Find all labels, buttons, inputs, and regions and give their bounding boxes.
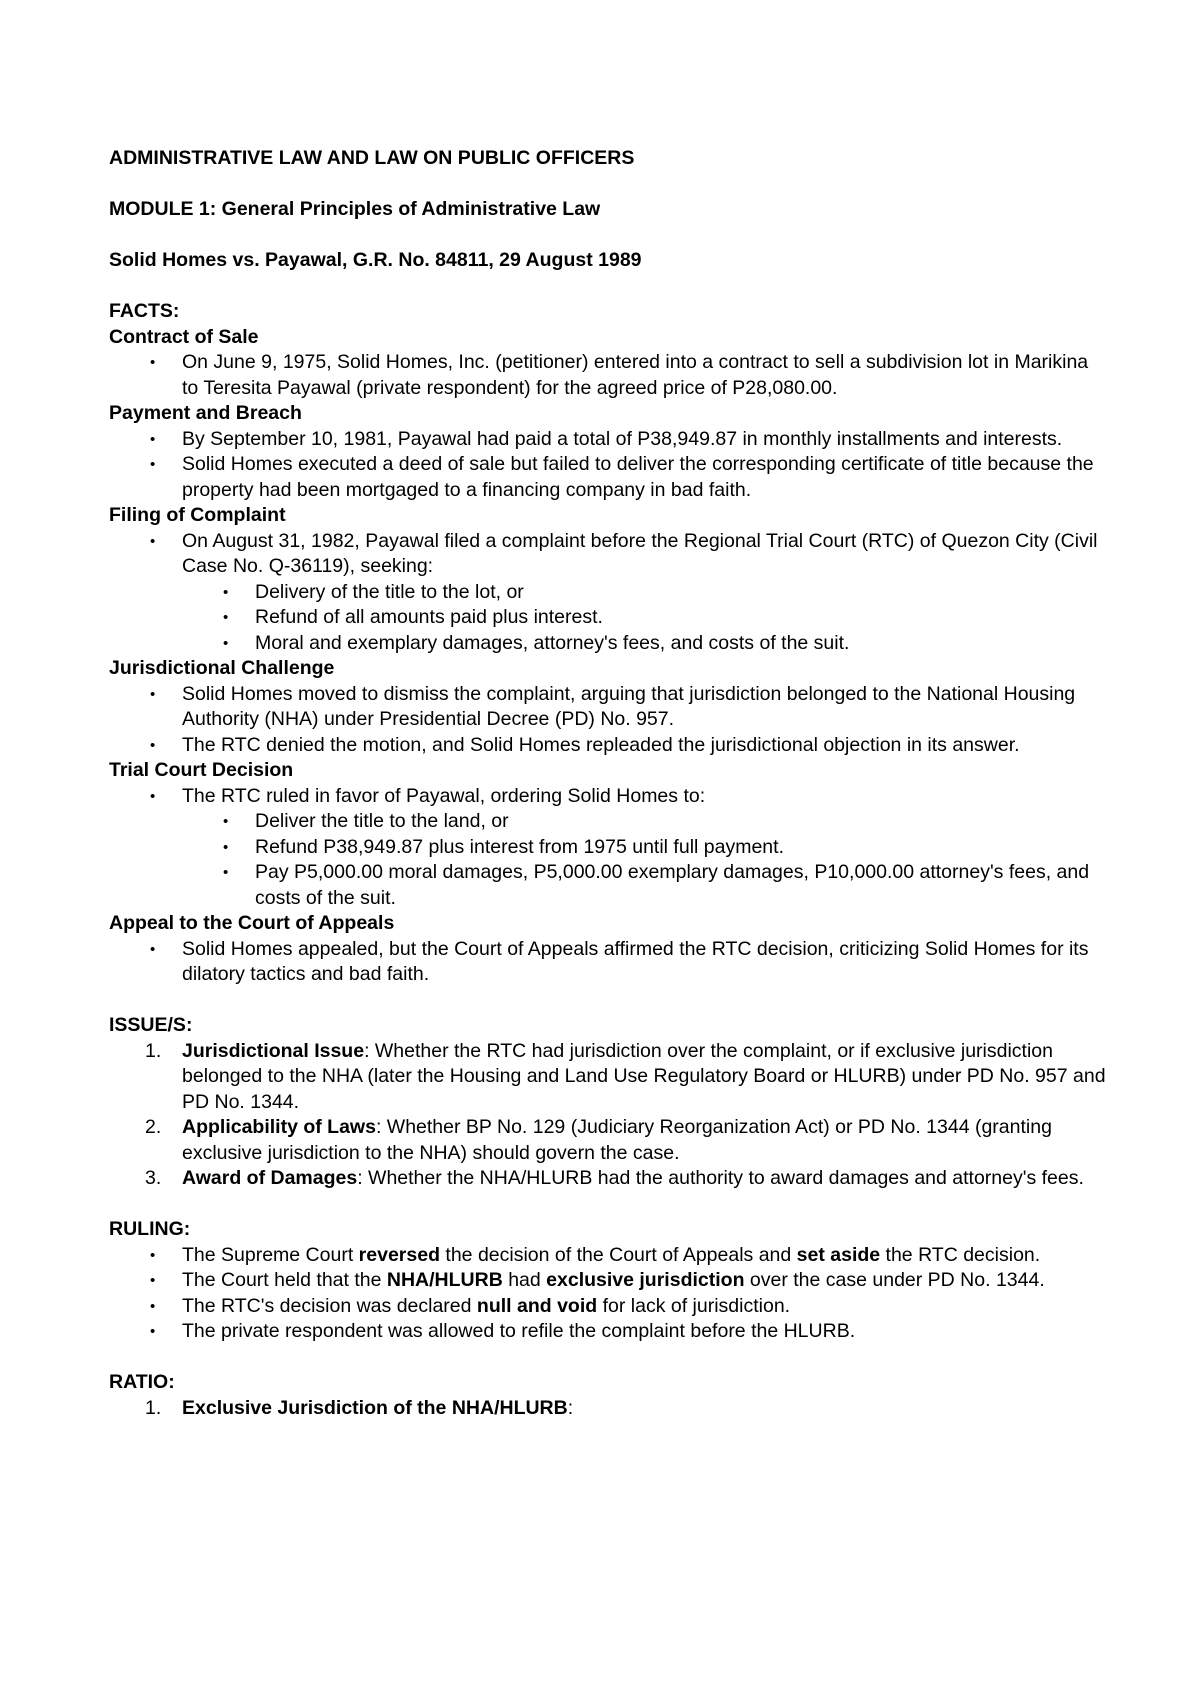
trial-sublist	[182, 809, 1109, 911]
contract-list	[109, 350, 1109, 401]
list-item: • The RTC's decision was declared null and void for lack of jurisdiction.	[109, 1294, 1109, 1320]
list-item: • Refund P38,949.87 plus interest from 1975 until full payment.	[182, 835, 1109, 861]
bullet-icon: •	[223, 838, 229, 856]
bullet-icon: •	[150, 354, 156, 371]
bullet-icon: •	[150, 685, 156, 703]
list-item: • The RTC denied the motion, and Solid Homes repleaded the jurisdictional objection in its answer.	[109, 733, 1109, 759]
filing-sublist	[182, 580, 1109, 657]
list-item: • Pay P5,000.00 moral damages, P5,000.00 exemplary damages, P10,000.00 attorney's fees, and costs of the suit.	[223, 861, 1090, 909]
list-item: 3. Award of Damages: Whether the NHA/HLURB had the authority to award damages and attorney's fees.	[145, 1167, 1084, 1189]
list-item: 1. Jurisdictional Issue: Whether the RTC had jurisdiction over the complaint, or if exclusive jurisdiction belonged to the NHA (later the Housing and Land Use Regulatory Board or HLURB) under PD No. 957 and PD No. 1344.	[145, 1039, 1106, 1113]
bullet-icon: •	[223, 583, 229, 601]
bullet-icon: •	[150, 736, 156, 754]
list-item: • Moral and exemplary damages, attorney's fees, and costs of the suit.	[182, 631, 1109, 657]
bullet-icon: •	[223, 634, 229, 652]
ratio-list	[109, 1396, 1109, 1422]
list-item: • The Court held that the NHA/HLURB had exclusive jurisdiction over the case under PD No. 1344.	[109, 1268, 1109, 1294]
jurisdictional-subheading: Jurisdictional Challenge	[109, 657, 335, 679]
bullet-icon: •	[150, 456, 156, 473]
document-title: ADMINISTRATIVE LAW AND LAW ON PUBLIC OFFICERS	[109, 147, 635, 169]
bullet-icon: •	[223, 813, 229, 830]
bullet-icon: •	[150, 940, 156, 958]
list-item: • The RTC ruled in favor of Payawal, ordering Solid Homes to: • Deliver the title to the land, or • Refund P38,949.87 plus interest from 1975 until full payment. • Pay P5,000.00 moral damages, P5,000.00 exemplary damages, P10,000.00 attorney's fees, and costs of the suit.	[109, 784, 1109, 912]
list-item: • Solid Homes executed a deed of sale but failed to deliver the corresponding certificate of title because the property had been mortgaged to a financing company in bad faith.	[150, 453, 1094, 501]
bullet-icon: •	[150, 430, 156, 448]
list-item: • Deliver the title to the land, or	[182, 809, 1109, 835]
bullet-icon: •	[150, 532, 156, 550]
appeal-subheading: Appeal to the Court of Appeals	[109, 912, 395, 934]
list-item: 1. Exclusive Jurisdiction of the NHA/HLURB:	[145, 1396, 574, 1419]
filing-list	[109, 529, 1109, 657]
bullet-icon: •	[150, 1323, 156, 1340]
list-item: • Solid Homes moved to dismiss the complaint, arguing that jurisdiction belonged to the National Housing Authority (NHA) under Presidential Decree (PD) No. 957.	[150, 682, 1076, 730]
list-item: • Solid Homes appealed, but the Court of Appeals affirmed the RTC decision, criticizing Solid Homes for its dilatory tactics and bad faith.	[150, 937, 1089, 985]
bullet-icon: •	[150, 1246, 156, 1264]
trial-list	[109, 784, 1109, 912]
appeal-list	[109, 937, 1109, 988]
bullet-icon: •	[223, 609, 229, 626]
case-title: Solid Homes vs. Payawal, G.R. No. 84811, 29 August 1989	[109, 249, 642, 271]
bullet-icon: •	[150, 1297, 156, 1315]
list-item: • By September 10, 1981, Payawal had paid a total of P38,949.87 in monthly installments and interests.	[109, 427, 1109, 453]
list-item: • Refund of all amounts paid plus interest.	[182, 605, 1109, 631]
bullet-icon: •	[150, 1272, 156, 1289]
contract-subheading: Contract of Sale	[109, 325, 259, 348]
facts-heading: FACTS:	[109, 300, 180, 322]
jurisdictional-list	[109, 682, 1109, 759]
document-page	[109, 146, 1109, 1421]
ruling-heading: RULING:	[109, 1218, 191, 1240]
module-title: MODULE 1: General Principles of Administrative Law	[109, 198, 601, 220]
list-item: • The private respondent was allowed to refile the complaint before the HLURB.	[109, 1319, 1109, 1345]
trial-subheading: Trial Court Decision	[109, 759, 294, 781]
list-item: • On August 31, 1982, Payawal filed a complaint before the Regional Trial Court (RTC) of Quezon City (Civil Case No. Q-36119), seeking: • Delivery of the title to the lot, or • Refund of all amounts paid plus interest. • Moral and exemplary damages, attorney's fees, and costs of the suit.	[109, 529, 1109, 657]
list-item: • The Supreme Court reversed the decision of the Court of Appeals and set aside the RTC decision.	[109, 1243, 1109, 1269]
ruling-list	[109, 1243, 1109, 1345]
issues-list	[109, 1039, 1109, 1192]
payment-list	[109, 427, 1109, 504]
list-item: • Delivery of the title to the lot, or	[182, 580, 1109, 606]
bullet-icon: •	[150, 787, 156, 805]
payment-subheading: Payment and Breach	[109, 402, 302, 424]
bullet-icon: •	[223, 864, 229, 881]
issues-heading: ISSUE/S:	[109, 1014, 193, 1036]
ratio-heading: RATIO:	[109, 1371, 175, 1393]
filing-subheading: Filing of Complaint	[109, 504, 286, 526]
list-item: 2. Applicability of Laws: Whether BP No. 129 (Judiciary Reorganization Act) or PD No. 1344 (granting exclusive jurisdiction to the NHA) should govern the case.	[145, 1116, 1052, 1164]
list-item: • On June 9, 1975, Solid Homes, Inc. (petitioner) entered into a contract to sell a subdivision lot in Marikina to Teresita Payawal (private respondent) for the agreed price of P28,080.00.	[150, 351, 1089, 399]
